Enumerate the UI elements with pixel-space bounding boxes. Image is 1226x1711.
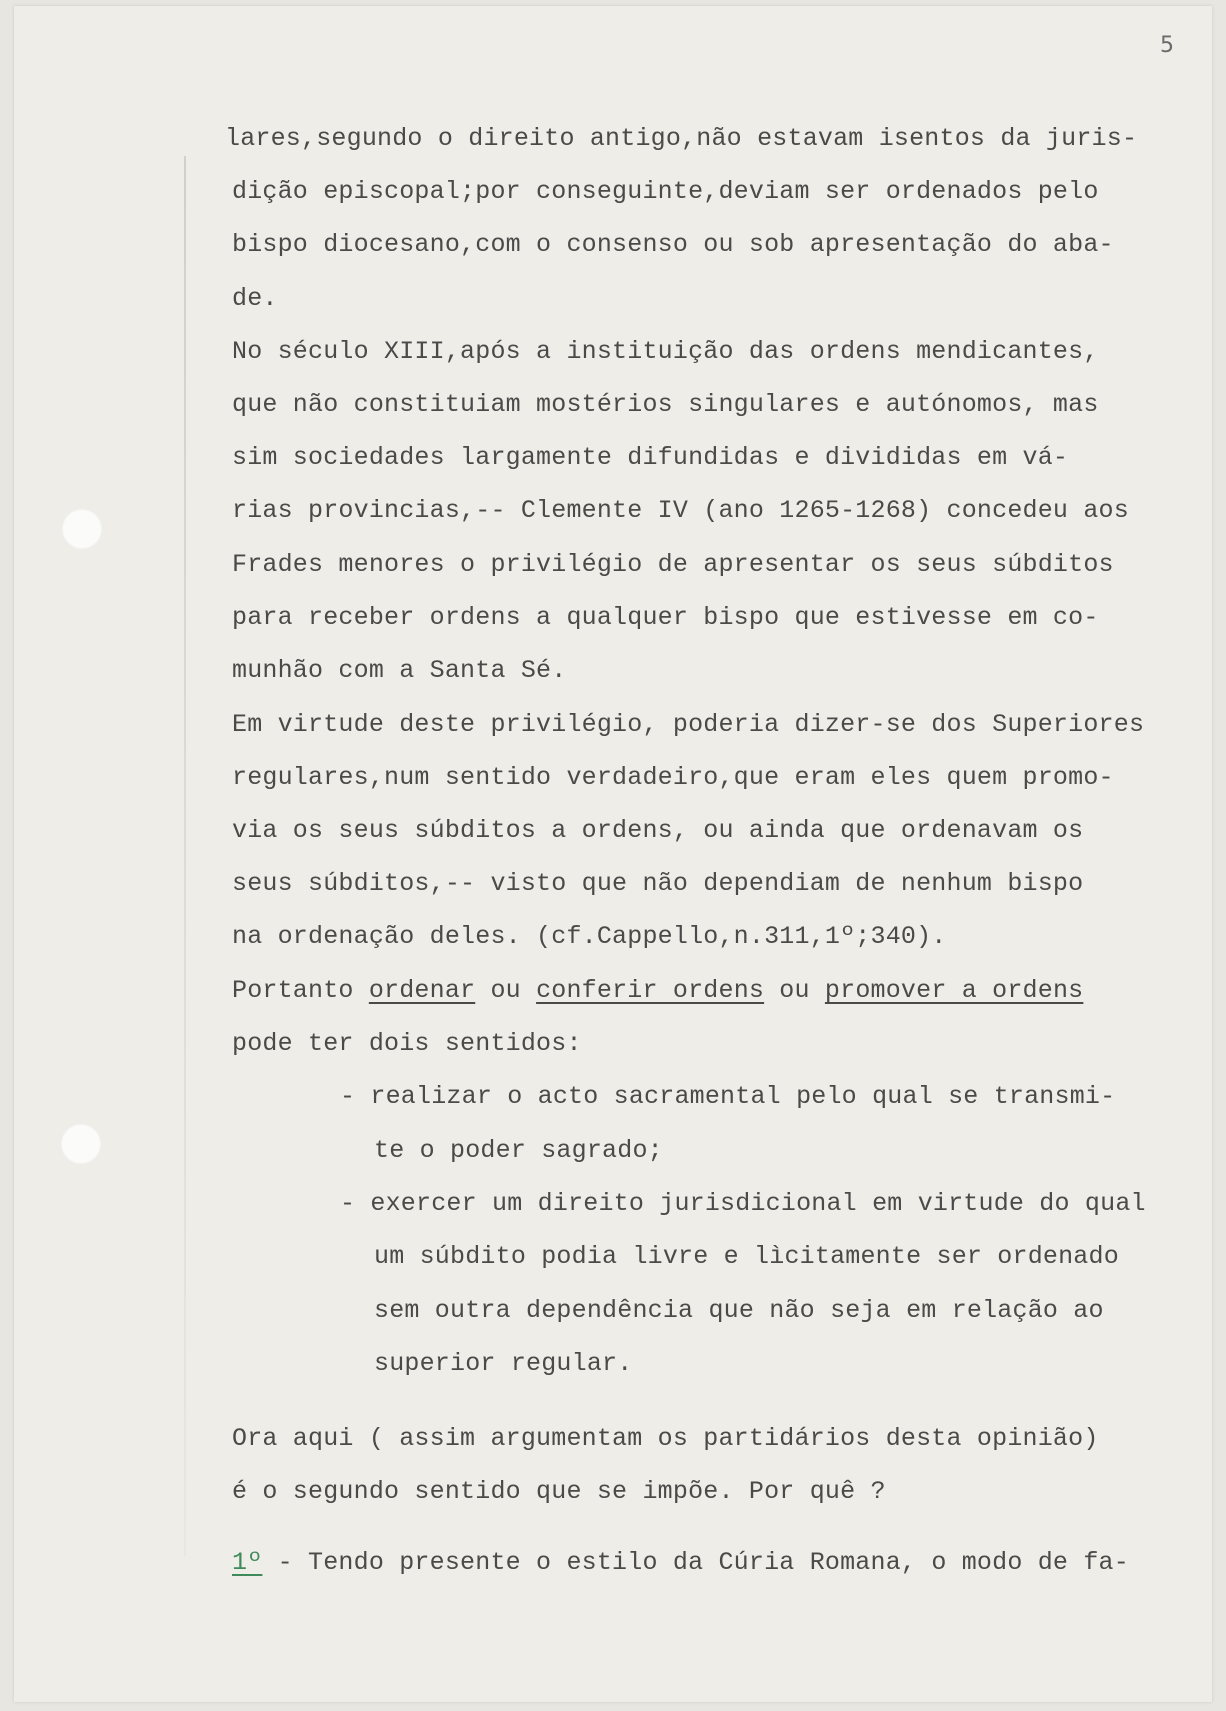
text-run: - Tendo presente o estilo da Cúria Romana, o modo de fa- xyxy=(262,1548,1129,1577)
text-run: ou xyxy=(764,976,825,1005)
text-line: para receber ordens a qualquer bispo que estivesse em co- xyxy=(232,603,1099,632)
list-item-line: te o poder sagrado; xyxy=(374,1136,663,1165)
text-line: Ora aqui ( assim argumentam os partidários desta opinião) xyxy=(232,1424,1099,1453)
text-line: Em virtude deste privilégio, poderia dizer-se dos Superiores xyxy=(232,710,1145,739)
underlined-term-ordenar: ordenar xyxy=(368,976,476,1005)
list-item-line: um súbdito podia livre e lìcitamente ser ordenado xyxy=(374,1242,1119,1271)
text-run: ou xyxy=(475,976,537,1005)
list-item-line: - exercer um direito jurisdicional em virtude do qual xyxy=(340,1189,1146,1218)
text-line: de. xyxy=(232,284,278,313)
text-line: lares,segundo o direito antigo,não estavam isentos da juris- xyxy=(225,124,1138,153)
text-line: via os seus súbditos a ordens, ou ainda que ordenavam os xyxy=(232,816,1084,845)
underlined-term-promover-a-ordens: promover a ordens xyxy=(824,976,1084,1005)
text-line: munhão com a Santa Sé. xyxy=(232,656,567,685)
page-number: 5 xyxy=(1160,33,1174,58)
text-line: sim sociedades largamente difundidas e divididas em vá- xyxy=(232,443,1069,472)
item-number: 1º xyxy=(232,1548,263,1577)
list-item-line: superior regular. xyxy=(374,1349,633,1378)
text-line-numbered xyxy=(232,1548,1129,1577)
text-line: Frades menores o privilégio de apresentar os seus súbditos xyxy=(232,550,1114,579)
text-line: pode ter dois sentidos: xyxy=(232,1029,582,1058)
text-line: regulares,num sentido verdadeiro,que eram eles quem promo- xyxy=(232,763,1114,792)
text-line: No século XIII,após a instituição das ordens mendicantes, xyxy=(232,337,1099,366)
text-line: bispo diocesano,com o consenso ou sob apresentação do aba- xyxy=(232,230,1114,259)
text-line: é o segundo sentido que se impõe. Por quê ? xyxy=(232,1477,886,1506)
text-line: rias provincias,-- Clemente IV (ano 1265-1268) concedeu aos xyxy=(232,496,1129,525)
text-line: seus súbditos,-- visto que não dependiam de nenhum bispo xyxy=(232,869,1084,898)
text-run: Portanto xyxy=(232,976,369,1005)
text-line: que não constituiam mostérios singulares e autónomos, mas xyxy=(232,390,1099,419)
list-item-line: - realizar o acto sacramental pelo qual se transmi- xyxy=(340,1082,1116,1111)
underlined-term-conferir-ordens: conferir ordens xyxy=(536,976,765,1005)
text-line: na ordenação deles. (cf.Cappello,n.311,1º;340). xyxy=(232,922,947,951)
list-item-line: sem outra dependência que não seja em relação ao xyxy=(374,1296,1104,1325)
text-line-underlined-terms xyxy=(232,976,1083,1005)
text-line: dição episcopal;por conseguinte,deviam ser ordenados pelo xyxy=(232,177,1099,206)
